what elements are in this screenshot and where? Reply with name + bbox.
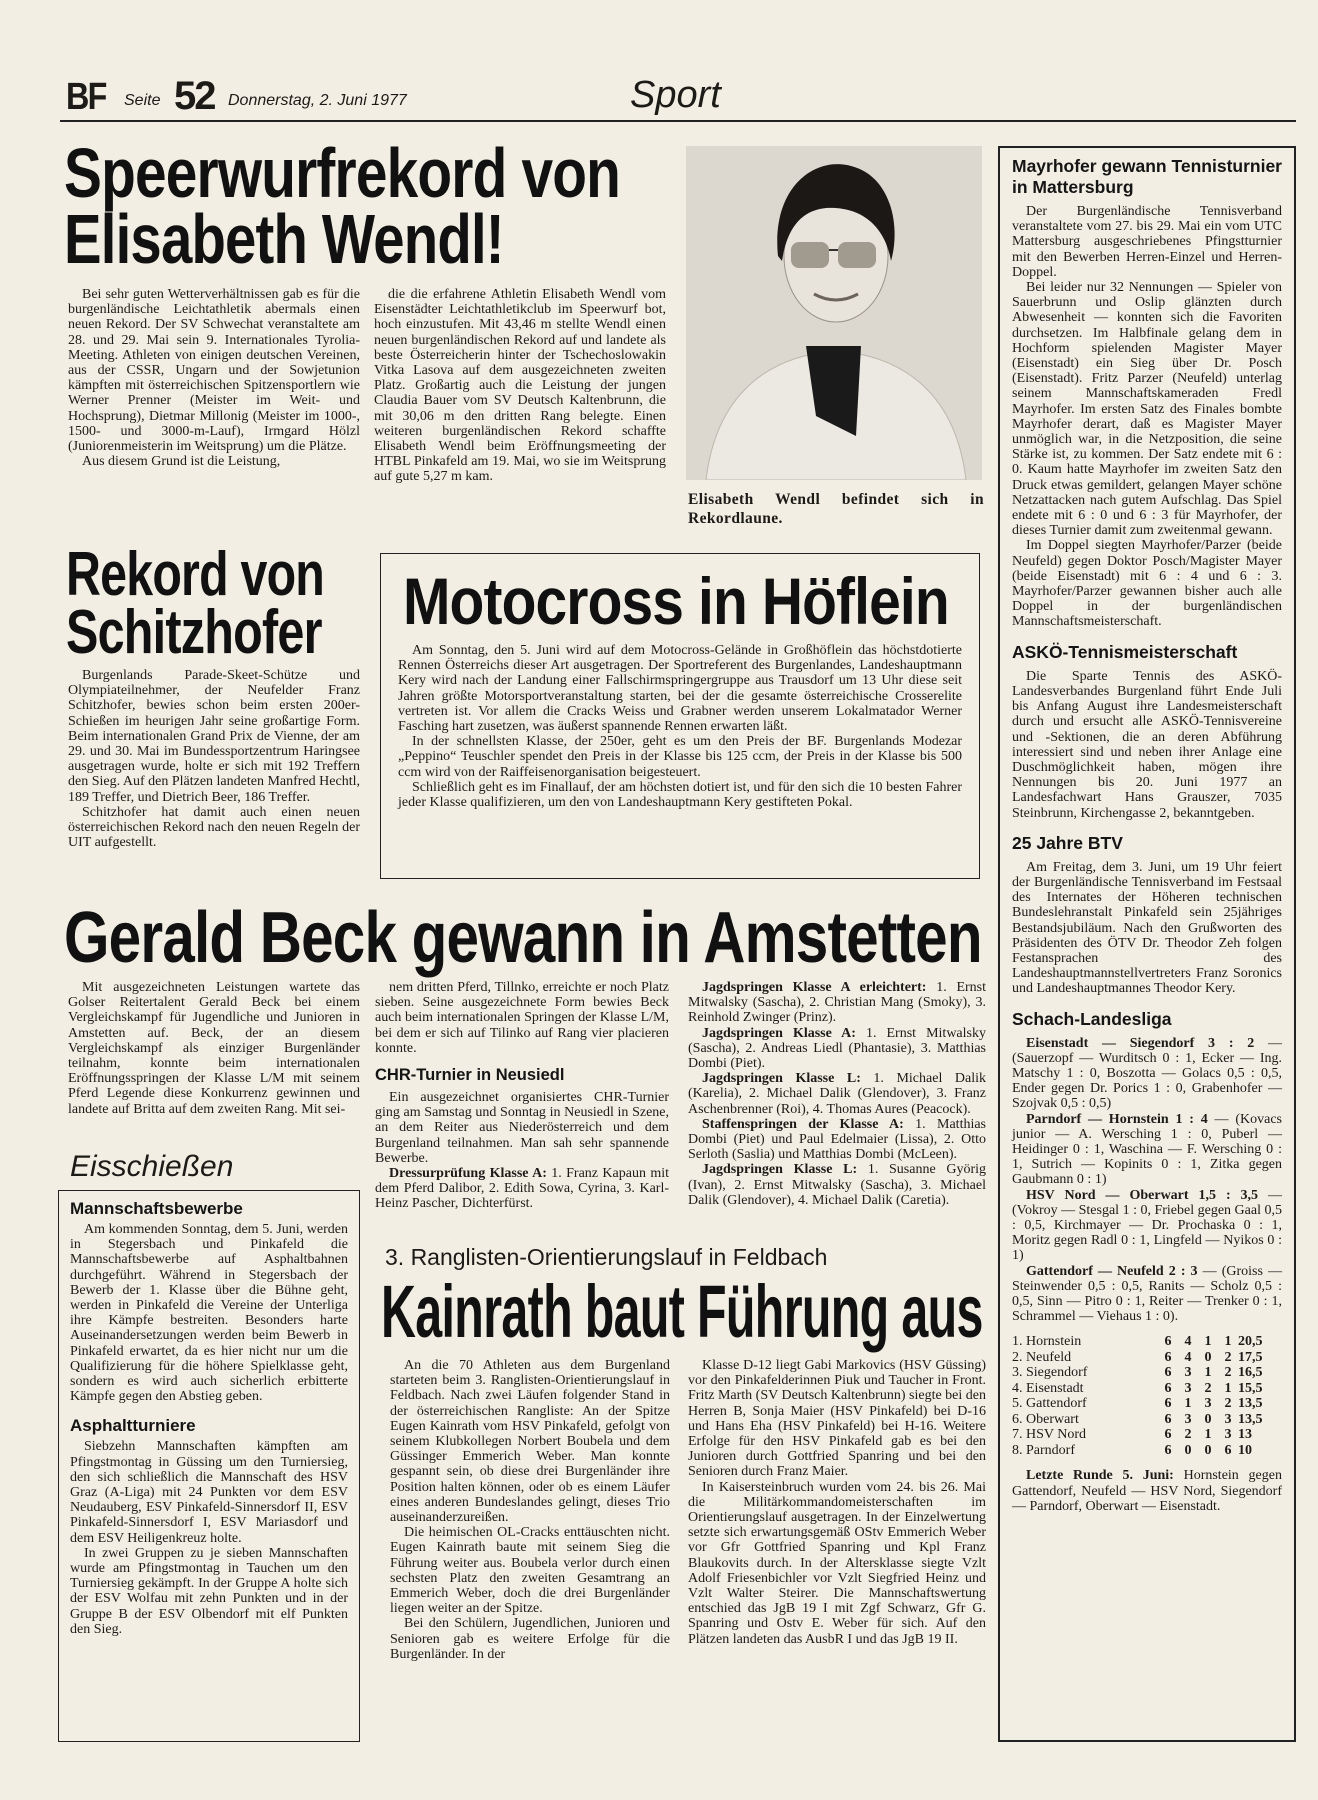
team-stat: 6 <box>1164 1396 1172 1412</box>
team-name: 4. Eisenstadt <box>1012 1380 1084 1396</box>
mannschaft-heading: Mannschaftsbewerbe <box>70 1199 243 1218</box>
schitzhofer-body <box>68 668 360 850</box>
team-stat: 0 <box>1204 1349 1212 1365</box>
asphalt-body <box>70 1439 348 1637</box>
team-stat: 20,5 <box>1238 1334 1263 1350</box>
paragraph-text: — (Kovacs junior — A. Wersching 1 : 0, Puberl — Heidinger 0 : 1, Waschina — F. Wersching 0 : 1, Sutrich — Kopinits 0 : 1, Zitka gegen Gaubmann 0 : 1) <box>1012 1111 1282 1188</box>
paragraph: Die Sparte Tennis des ASKÖ-Landesverbandes Burgenland führt Ende Juli bis Anfang August ihre Landesmeisterschaft durch und ersucht alle ASKÖ-Tennisvereine und -Sektionen, die an deren Abführung interessiert sind und neben ihrer Anlage eine Duschmöglichkeit haben, mögen ihre Nennungen bis 20. Juni 1977 an Landesfachwart Hans Grauszer, 7035 Steinbrunn, Kirchengasse 2, bekanntgeben. <box>1012 668 1282 821</box>
team-name: 6. Oberwart <box>1012 1411 1079 1427</box>
paragraph-lead: HSV Nord — Oberwart 1,5 : 3,5 <box>1026 1187 1259 1203</box>
tennis-body <box>1012 204 1282 630</box>
paragraph <box>688 1117 986 1163</box>
paragraph: Am Sonntag, den 5. Juni wird auf dem Motocross-Gelände in Großhöflein das höchstdotierte Rennen Österreichs dieser Art ausgetragen. Der Sportreferent des Burgenlandes, Landeshauptmann Kery wird nach der Landung einer Fallschirmspringergruppe aus Trausdorf um 13 Uhr diese seit Jahren größte Motorsportveranstaltung starten, bei der die gesamte österreichische Crosserelite vertreten ist. Vor allem die Cracks Weiss und Grabner werden unserem Lokalmatador Werner Fasching hart zusetzen, was äußerst spannende Rennen erwarten läßt. <box>398 643 962 735</box>
schach-body <box>1012 1036 1282 1325</box>
paragraph-lead: Eisenstadt — Siegendorf 3 : 2 <box>1026 1035 1255 1051</box>
paragraph <box>1012 1264 1282 1325</box>
team-stat: 1 <box>1204 1334 1212 1350</box>
headline-line: Rekord von <box>66 540 325 609</box>
table-row <box>1012 1412 1282 1428</box>
headline-beck <box>64 898 986 978</box>
paragraph: In zwei Gruppen zu je sieben Mannschaften wurde am Pfingstmontag in Tauchen um den Turniersieg gekämpft. In der Gruppe A holte sich der ESV Wolfau mit zehn Punkten und in der Gruppe B der ESV Olbendorf mit elf Punkten den Sieg. <box>70 1545 348 1637</box>
asko-body <box>1012 669 1282 821</box>
page-number: 52 <box>174 74 215 118</box>
paragraph: Ein ausgezeichnet organisiertes CHR-Turnier ging am Samstag und Sonntag in Neusiedl in Szene, an dem Reiter aus Niederösterreich und dem Burgenland teilnahmen. Man sah sehr spannende Bewerbe. <box>375 1090 669 1166</box>
table-row <box>1012 1334 1282 1350</box>
paragraph: Bei sehr guten Wetterverhältnissen gab es für die burgenländische Leichtathletik abermals einen neuen Rekord. Der SV Schwechat veranstaltete am 28. und 29. Mai sein 9. Internationales Tyrolia-Meeting. Athleten von einigen deutschen Vereinen, aus der CSSR, Ungarn und der Sowjetunion kämpften mit österreichischen Spitzensportlern wie Werner Prenner (Meister im Weit- und Hochsprung), Dietmar Millonig (Meister im 1000-, 1500- und 3000-m-Lauf), Irmgard Hölzl (Juniorenmeisterin im Weitsprung) um die Plätze. <box>68 287 360 455</box>
paragraph <box>1012 1188 1282 1264</box>
team-stat: 15,5 <box>1238 1380 1263 1396</box>
ol-col2 <box>688 1358 986 1647</box>
team-stat: 3 <box>1204 1396 1212 1412</box>
paragraph: Klasse D-12 liegt Gabi Markovics (HSV Güssing) vor den Pinkafelderinnen Piuk und Taucher in Front. Fritz Marth (SV Deutsch Kaltenbrunn) siegte bei den Herren B, Sonja Maier (HSV Pinkafeld) bei D-16 und Hans Eha (HSV Pinkafeld) bei H-16. Weitere Erfolge für den HSV Pinkafeld gab es bei den Junioren durch Gottfried Spanring und bei den Senioren durch Franz Maier. <box>688 1358 986 1480</box>
paragraph-lead: Jagdspringen Klasse L: <box>702 1162 858 1178</box>
team-stat: 6 <box>1164 1411 1172 1427</box>
team-stat: 2 <box>1224 1349 1232 1365</box>
team-stat: 1 <box>1224 1380 1232 1396</box>
paragraph-text: Hornstein gegen Gattendorf, Neufeld — HSV Nord, Siegendorf — Parndorf, Oberwart — Eisenstadt. <box>1012 1468 1282 1514</box>
headline-schitzhofer <box>66 540 328 667</box>
beck-col3 <box>688 980 986 1208</box>
team-name: 7. HSV Nord <box>1012 1427 1087 1443</box>
table-row <box>1012 1396 1282 1412</box>
header-rule <box>60 120 1296 122</box>
paragraph-lead: Jagdspringen Klasse A: <box>702 1025 856 1041</box>
paragraph: Burgenlands Parade-Skeet-Schütze und Olympiateilnehmer, der Neufelder Franz Schitzhofer, bewies schon beim ersten 200er-Schießen im heurigen Jahr seine großartige Form. Beim internationalen Grand Prix de Vienne, der am 29. und 30. Mai im Bundessportzentrum Haringsee ausgetragen wurde, holte er sich mit 192 Treffern den Sieg. Auf den Plätzen landeten Manfred Hechtl, 189 Treffer, und Dietrich Beer, 186 Treffer. <box>68 668 360 805</box>
table-row <box>1012 1427 1282 1443</box>
team-name: 3. Siegendorf <box>1012 1365 1088 1381</box>
paragraph-text: — (Groiss — Steinwender 0,5 : 0,5, Ranits — Scholz 0,5 : 0,5, Sinn — Pitro 0 : 1, Reiter — Trenker 0 : 1, Schrammel — Viehaus 1 : 0). <box>1012 1263 1282 1325</box>
paragraph-lead: Letzte Runde 5. Juni: <box>1026 1468 1174 1484</box>
team-stat: 17,5 <box>1238 1349 1263 1365</box>
beck-col1 <box>68 980 360 1117</box>
paragraph-text: 1. Susanne Györig (Ivan), 2. Ernst Mitwalsky (Sascha), 3. Michael Dalik (Glendover), 4. Michael Dalik (Caretia). <box>688 1162 986 1208</box>
paragraph: Am Freitag, dem 3. Juni, um 19 Uhr feiert der Burgenländische Tennisverband im Festsaal des Internates der Höheren technischen Bundeslehranstalt Pinkafeld sein 25jähriges Bestandsjubiläum. Nach den Grußworten des Präsidenten des ÖTV Dr. Theodor Zeh folgen Festansprachen des Landeshauptmannstellvertreters Franz Soronics und Landeshauptmannes Theodor Kery. <box>1012 859 1282 997</box>
paragraph: Die heimischen OL-Cracks enttäuschten nicht. Eugen Kainrath baute mit seinem Sieg die Führung weiter aus. Boubela verlor durch einen sechsten Platz den zweiten Gesamtrang an Emmerich Weber, doch die drei Burgenländer liegen weiter an der Spitze. <box>390 1525 670 1617</box>
headline-line: Speerwurfrekord von <box>64 134 621 212</box>
paragraph-text: 1. Matthias Dombi (Piet) und Paul Edelmaier (Lissa), 2. Otto Serloth (Saslia) und Matthias Dombi (McLeen). <box>688 1116 987 1163</box>
team-stat: 2 <box>1184 1427 1192 1443</box>
team-name: 5. Gattendorf <box>1012 1396 1087 1412</box>
mannschaft-body <box>70 1222 348 1404</box>
paragraph-lead: Staffenspringen der Klasse A: <box>702 1116 904 1132</box>
paragraph-lead: Parndorf — Hornstein 1 : 4 <box>1026 1111 1208 1127</box>
paragraph <box>1012 1468 1282 1514</box>
paragraph <box>1012 1036 1282 1112</box>
paragraph: Schließlich geht es im Finallauf, der am höchsten dotiert ist, und für den sich die 10 besten Fahrer jeder Klasse qualifizieren, um den von Landeshauptmann Kery gestifteten Pokal. <box>398 779 962 811</box>
team-stat: 6 <box>1224 1442 1232 1458</box>
paragraph: An die 70 Athleten aus dem Burgenland starteten beim 3. Ranglisten-Orientierungslauf in Feldbach. Nach zwei Läufen folgender Stand in der österreichischen Rangliste: An der Spitze Eugen Kainrath vom HSV Pinkafeld, gefolgt von seinem Klubkollegen Norbert Boubela und dem Güssinger Emmerich Weber. Man konnte gespannt sein, ob diese drei Burgenländer ihre Position halten können, oder ob es einem Läufer eines anderen Bundeslandes gelingt, dieses Trio auseinanderzureißen. <box>390 1358 670 1526</box>
beck-col2 <box>375 980 669 1212</box>
paragraph-text: 1. Ernst Mitwalsky (Sascha), 2. Andreas Liedl (Phantasie), 3. Matthias Dombi (Piet). <box>688 1025 986 1072</box>
paragraph-lead: Gattendorf — Neufeld 2 : 3 <box>1026 1263 1198 1279</box>
team-stat: 6 <box>1164 1427 1172 1443</box>
headline-line: Schitzhofer <box>66 598 322 667</box>
eisschiessen-box <box>58 1190 360 1742</box>
paragraph-text: — (Sauerzopf — Wurditsch 0 : 1, Ecker — Ing. Matschy 1 : 0, Boszotta — Golacs 0,5 : 0,5, Ender gegen Dr. Porics 1 : 0, Grabenhofer — Szojvak 0,5 : 0,5) <box>1012 1035 1283 1112</box>
team-stat: 10 <box>1238 1442 1252 1458</box>
team-stat: 6 <box>1164 1365 1172 1381</box>
schach-final <box>1012 1468 1282 1514</box>
paragraph: Schitzhofer hat damit auch einen neuen österreichischen Rekord nach den neuen Regeln der UIT aufgestellt. <box>68 804 360 851</box>
headline-line: Kainrath baut Führung aus <box>381 1270 983 1353</box>
team-stat: 1 <box>1204 1427 1212 1443</box>
btv-body <box>1012 860 1282 997</box>
table-row <box>1012 1365 1282 1381</box>
paragraph: In der schnellsten Klasse, der 250er, geht es um den Preis der BF. Burgenlands Modezar „Peppino“ Teuschler spendet den Preis in der Klasse bis 125 ccm, der Preis in der Klasse bis 500 ccm wird von der Raiffeisenorganisation beigesteuert. <box>398 734 962 780</box>
table-row <box>1012 1350 1282 1366</box>
issue-date: Donnerstag, 2. Juni 1977 <box>228 92 407 109</box>
eisschiessen-heading: Eisschießen <box>70 1150 234 1183</box>
paragraph: Bei leider nur 32 Nennungen — Spieler von Sauerbrunn und Oslip glänzten durch Abwesenheit — konnten sich die Favoriten durchsetzen. Im Halbfinale gelang dem in Hochform spielenden Magister Mayer (Eisenstadt) ein Sieg über Dr. Posch (Eisenstadt). Fritz Parzer (Neufeld) unterlag seinem Mannschaftskameraden Fredl Mayrhofer. Im ersten Satz des Finales bombte Mayrhofer derart, daß es Magister Mayer unmöglich war, in die Netzposition, die seine Stärke ist, zu kommen. Der Satz endete mit 6 : 0. Kaum hatte Mayrhofer im zweiten Satz den Druck etwas gemildert, gelangen Mayer schöne Netzattacken nach gutem Aufschlag. Das Spiel endete mit 6 : 0 und 6 : 3 für Mayrhofer, der dieses Turnier damit zum zweitenmal gewann. <box>1012 280 1282 539</box>
asphalt-heading: Asphaltturniere <box>70 1416 196 1436</box>
team-stat: 0 <box>1204 1411 1212 1427</box>
team-stat: 3 <box>1184 1411 1192 1427</box>
paragraph: die die erfahrene Athletin Elisabeth Wendl vom Eisenstädter Leichtathletikclub im Speerwurf bot, hoch einzustufen. Mit 43,46 m stellte Wendl einen neuen burgenländischen Rekord auf und landete als beste Österreicherin hinter der Tschechoslowakin Vitka Lasova auf dem ausgezeichneten zweiten Platz. Großartig auch die Leistung der jungen Claudia Bauer vom SV Deutsch Kaltenbrunn, die mit 30,06 m den dritten Rang belegte. Einen weiteren burgenländischen Rekord schaffte Elisabeth Wendl beim Eröffnungsmeeting der HTBL Pinkafeld am 19. Mai, wo sie im Weitsprung auf gute 5,27 m kam. <box>374 287 666 485</box>
headline-motocross <box>403 564 953 638</box>
motocross-box <box>380 553 980 879</box>
paragraph: Siebzehn Mannschaften kämpften am Pfingstmontag in Güssing um den Turniersieg, den sich schließlich die Mannschaft des HSV Graz (A-Liga) mit 24 Punkten vor dem ESV Neudauberg, ESV Pinkafeld-Sinnersdorf II, ESV Pinkafeld-Sinnersdorf I, ESV Mariasdorf und dem ESV Heiligenkreuz holte. <box>70 1439 348 1546</box>
team-stat: 1 <box>1204 1365 1212 1381</box>
tennis-heading: Mayrhofer gewann Tennisturnier in Mattersburg <box>1012 156 1282 197</box>
team-stat: 4 <box>1184 1349 1192 1365</box>
headline-kainrath <box>381 1270 987 1353</box>
headline-speerwurf <box>64 134 624 278</box>
athlete-photo <box>686 146 982 480</box>
team-stat: 4 <box>1184 1334 1192 1350</box>
team-stat: 0 <box>1204 1442 1212 1458</box>
team-stat: 3 <box>1184 1380 1192 1396</box>
paragraph <box>688 1026 986 1072</box>
page-label: Seite <box>124 92 161 109</box>
team-stat: 2 <box>1224 1365 1232 1381</box>
headline-line: Gerald Beck gewann in Amstetten <box>64 898 982 978</box>
chr-body <box>375 1090 669 1212</box>
paragraph-text: 1. Ernst Mitwalsky (Sascha), 2. Christian Mang (Smoky), 3. Reinhold Zwinger (Prinz). <box>688 980 986 1026</box>
team-stat: 0 <box>1184 1442 1192 1458</box>
paragraph <box>688 1162 986 1208</box>
team-stat: 2 <box>1204 1380 1212 1396</box>
team-stat: 13,5 <box>1238 1411 1263 1427</box>
ol-col1 <box>390 1358 670 1662</box>
photo-caption: Elisabeth Wendl befindet sich in Rekordlaune. <box>688 491 984 527</box>
table-row <box>1012 1443 1282 1459</box>
newspaper-logo: BF <box>66 76 106 118</box>
speer-col2 <box>374 287 666 485</box>
team-name: 8. Parndorf <box>1012 1442 1075 1458</box>
paragraph <box>688 1071 986 1117</box>
paragraph: Bei den Schülern, Jugendlichen, Junioren und Senioren gab es weitere Erfolge für die Burgenländer. In der <box>390 1616 670 1662</box>
table-row <box>1012 1381 1282 1397</box>
team-stat: 13 <box>1238 1427 1252 1443</box>
paragraph-text: 1. Michael Dalik (Karelia), 2. Michael Dalik (Glendover), 3. Franz Aschenbrenner (Roi), 4. Thomas Aures (Peacock). <box>688 1071 986 1117</box>
paragraph-lead: Dressurprüfung Klasse A: <box>389 1166 547 1182</box>
team-stat: 1 <box>1184 1396 1192 1412</box>
ol-kicker: 3. Ranglisten-Orientierungslauf in Feldbach <box>385 1244 828 1270</box>
paragraph <box>375 1166 669 1212</box>
team-stat: 3 <box>1184 1365 1192 1381</box>
paragraph-lead: Jagdspringen Klasse A erleichtert: <box>702 980 927 995</box>
team-stat: 6 <box>1164 1349 1172 1365</box>
team-stat: 16,5 <box>1238 1365 1263 1381</box>
paragraph: In Kaisersteinbruch wurden vom 24. bis 26. Mai die Militärkommandomeisterschaften im Orientierungslauf ausgetragen. In der Einzelwertung setzte sich erwartungsgemäß OStv Emmerich Weber vor Gfr Gottfried Spanring und Kpl Franz Blaukovits durch. In der Altersklasse siegte Vzlt Adolf Friesenbichler vor Vzlt Siegfried Heinz und Vzlt Walter Steirer. Die Mannschaftswertung entschied das JgB 19 I mit Zgf Schwarz, Gfr G. Spanring und Ostv E. Weber für sich. Auf den Plätzen landeten das AusbR I und das JgB 19 II. <box>688 1479 986 1647</box>
right-sidebar-box <box>998 146 1296 1742</box>
page-header <box>62 74 1296 120</box>
paragraph <box>1012 1112 1282 1188</box>
paragraph: nem dritten Pferd, Tillnko, erreichte er noch Platz sieben. Seine ausgezeichnete Form bewies Beck auch beim internationalen Springen der Klasse L/M, bei dem er sich auf Tilinko auf Rang vier placieren konnte. <box>375 980 669 1056</box>
speer-col1 <box>68 287 360 469</box>
team-name: 1. Hornstein <box>1012 1334 1082 1350</box>
standings-table <box>1012 1334 1282 1458</box>
team-stat: 13,5 <box>1238 1396 1263 1412</box>
motocross-body <box>398 643 962 810</box>
headline-line: Elisabeth Wendl! <box>64 200 504 278</box>
paragraph-text: — (Vokroy — Stesgal 1 : 0, Friebel gegen Gaal 0,5 : 0,5, Kirchmayer — Dr. Prochaska 0 : 1, Moritz gegen Radl 0 : 1, Lingfeld — Nyikos 0 : 1) <box>1012 1187 1283 1264</box>
schach-heading: Schach-Landesliga <box>1012 1008 1172 1029</box>
team-stat: 3 <box>1224 1427 1232 1443</box>
headline-line: Motocross in Höflein <box>403 564 949 638</box>
team-stat: 3 <box>1224 1411 1232 1427</box>
btv-heading: 25 Jahre BTV <box>1012 832 1123 853</box>
paragraph: Mit ausgezeichneten Leistungen wartete das Golser Reitertalent Gerald Beck bei einem Vergleichskampf für Jugendliche und Junioren in Amstetten auf. Beck, der an diesem Vergleichskampf als einziger Burgenländer teilnahm, konnte beim internationalen Eröffnungsspringen der Klasse L/M mit seinem Pferd Legende diese Konkurrenz gewinnen und landete auf Britta auf dem zweiten Rang. Mit sei- <box>68 980 360 1117</box>
asko-heading: ASKÖ-Tennismeisterschaft <box>1012 641 1238 662</box>
team-stat: 2 <box>1224 1396 1232 1412</box>
team-stat: 1 <box>1224 1334 1232 1350</box>
paragraph: Am kommenden Sonntag, dem 5. Juni, werden in Stegersbach und Pinkafeld die Mannschaftsbewerbe auf Asphaltbahnen durchgeführt. Während in Stegersbach der Bewerb der 1. Klasse über die Bühne geht, werden in Pinkafeld die Vereine der Unterliga ihre Kämpfe bestreiten. Besonders harte Auseinandersetzungen werden beim Bewerb in Pinkafeld erwartet, da es hier nicht nur um die Qualifizierung für die höhere Spielklasse geht, sondern es wird auch sicherlich erbitterte Kämpfe gegen den Abstieg geben. <box>70 1222 348 1405</box>
section-title: Sport <box>630 74 721 116</box>
paragraph <box>688 980 986 1026</box>
paragraph-lead: Jagdspringen Klasse L: <box>702 1071 861 1087</box>
paragraph: Aus diesem Grund ist die Leistung, <box>82 454 281 470</box>
paragraph: Der Burgenländische Tennisverband veranstaltete vom 27. bis 29. Mai ein vom UTC Mattersburg ausgeschriebenes Pfingstturnier mit den Bewerben Herren-Einzel und Herren-Doppel. <box>1012 204 1282 280</box>
chr-heading: CHR-Turnier in Neusiedl <box>375 1066 565 1085</box>
beck-col2-text <box>375 980 669 1056</box>
team-name: 2. Neufeld <box>1012 1349 1072 1365</box>
team-stat: 6 <box>1164 1442 1172 1458</box>
team-stat: 6 <box>1164 1334 1172 1350</box>
paragraph-text: 1. Franz Kapaun mit dem Pferd Dalibor, 2. Edith Sowa, Cyrina, 3. Karl-Heinz Pascher, Dichterfürst. <box>375 1166 669 1212</box>
portrait-image <box>686 146 982 480</box>
team-stat: 6 <box>1164 1380 1172 1396</box>
paragraph: Im Doppel siegten Mayrhofer/Parzer (beide Neufeld) gegen Doktor Posch/Magister Mayer (beide Eisenstadt) mit 6 : 4 und 6 : 3. Mayrhofer/Parzer gewannen bisher auch alle Doppel in der burgenländischen Mannschaftsmeisterschaft. <box>1012 538 1282 630</box>
